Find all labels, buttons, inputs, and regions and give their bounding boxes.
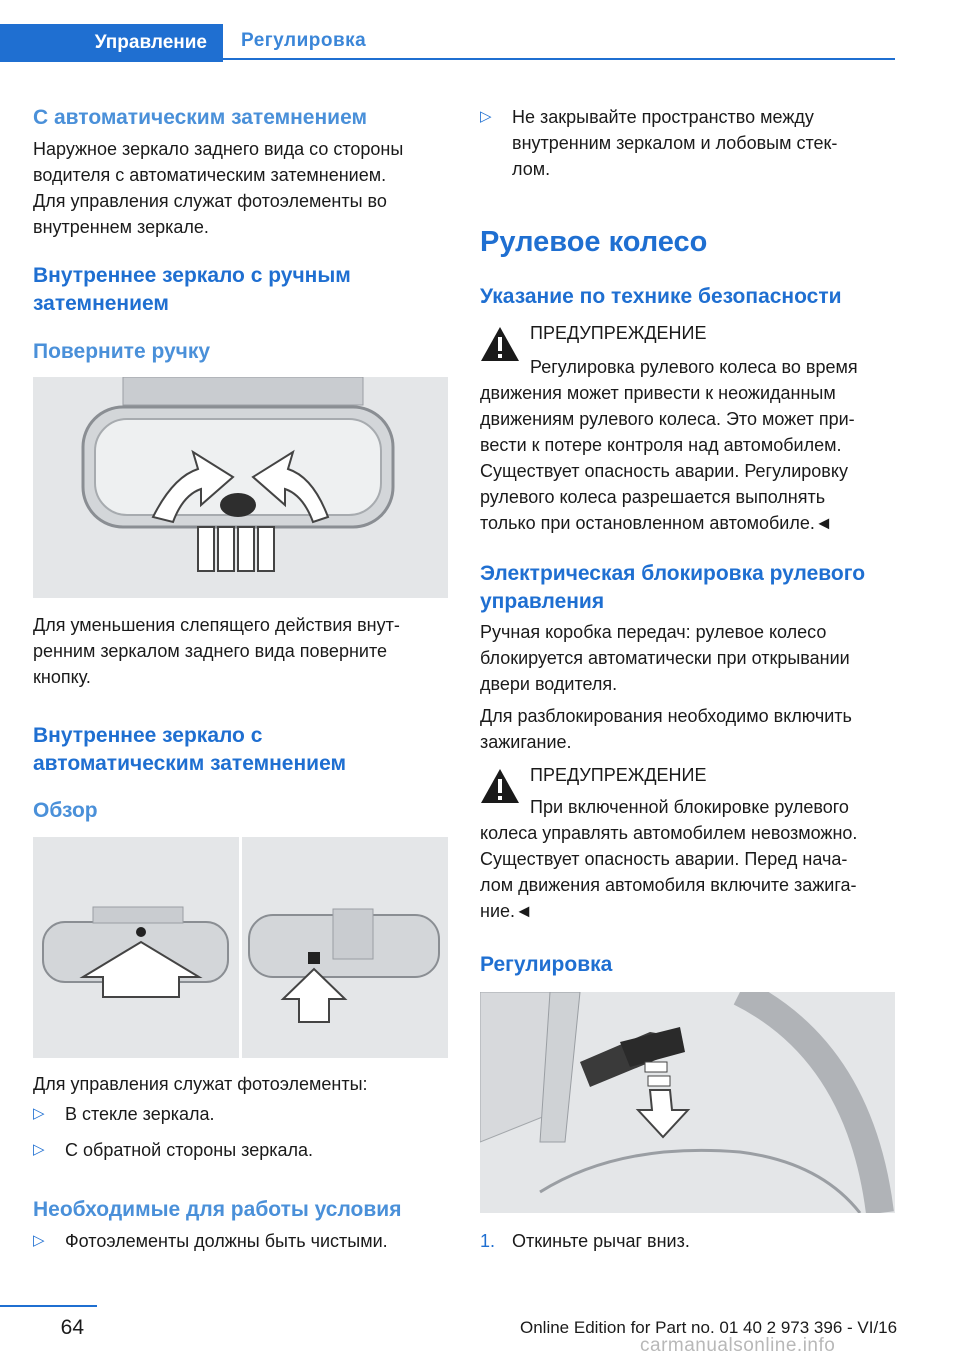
text-line: движениям рулевого колеса. Это может при‐ <box>480 409 855 429</box>
list-item <box>33 1228 448 1254</box>
heading-safety: Указание по технике безопасности <box>480 285 842 308</box>
text-line: ренним зеркалом заднего вида поверните <box>33 641 387 661</box>
text-line: внутреннем зеркале. <box>33 217 209 237</box>
heading-turn-knob: Поверните ручку <box>33 340 211 363</box>
text-line: зажигание. <box>480 732 572 752</box>
text-line: лом движения автомобиля включите зажига‐ <box>480 875 857 895</box>
list-item <box>33 1101 448 1127</box>
paragraph-turn-knob <box>33 612 448 690</box>
paragraph-auto-dimming <box>33 136 448 240</box>
text-line: движения может привести к неожиданным <box>480 383 836 403</box>
text-line: Не закрывайте пространство между <box>512 107 814 127</box>
text-line: Для разблокирования необходимо включить <box>480 706 852 726</box>
list-item-text: В стекле зеркала. <box>65 1104 215 1124</box>
text-line: лом. <box>512 159 551 179</box>
text-line: Для уменьшения слепящего действия внут‐ <box>33 615 400 635</box>
list-item-text: Фотоэлементы должны быть чистыми. <box>65 1231 388 1251</box>
header-tabs <box>0 24 895 62</box>
heading-overview: Обзор <box>33 799 98 822</box>
heading-inner-auto <box>33 722 346 778</box>
paragraph-photocells: Для управления служат фотоэлементы: <box>33 1074 368 1094</box>
steps-list <box>480 1228 895 1254</box>
edition-note: Online Edition for Part no. 01 40 2 973 396 - VI/16 <box>520 1318 898 1337</box>
figure-photocells <box>33 837 448 1058</box>
text-line: Существует опасность аварии. Регулировку <box>480 461 848 481</box>
heading-line: Внутреннее зеркало с ручным <box>33 264 351 287</box>
warning-text <box>480 794 895 924</box>
warning-title: ПРЕДУПРЕЖДЕНИЕ <box>530 765 707 785</box>
text-line: кнопку. <box>33 667 91 687</box>
list-item <box>480 104 895 182</box>
paragraph-lock-1 <box>480 619 895 697</box>
text-line: внутренним зеркалом и лобовым стек‐ <box>512 133 838 153</box>
figure-manual-mirror <box>33 377 448 598</box>
text-line: рулевого колеса разрешается выполнять <box>480 487 826 507</box>
list-item-text <box>512 104 837 182</box>
heading-line: автоматическим затемнением <box>33 752 347 775</box>
text-line: колеса управлять автомобилем невозможно. <box>480 823 858 843</box>
heading-line: управления <box>480 590 605 613</box>
list-item-text: С обратной стороны зеркала. <box>65 1140 314 1160</box>
heading-line: затемнением <box>33 292 169 315</box>
list-item <box>480 1228 895 1254</box>
top-bullet <box>480 104 895 182</box>
list-item <box>33 1137 448 1163</box>
watermark: carmanualsonline.info <box>640 1335 836 1356</box>
text-line: только при остановленном автомобиле.◄ <box>480 513 833 533</box>
text-line: Для управления служат фотоэлементы во <box>33 191 387 211</box>
text-line: ние.◄ <box>480 901 533 921</box>
triangle-bullet-icon: ▷ <box>480 108 492 125</box>
footer-divider <box>0 1305 97 1307</box>
paragraph-lock-2 <box>480 703 895 755</box>
triangle-bullet-icon: ▷ <box>33 1105 45 1122</box>
text-line: При включенной блокировке рулевого <box>530 797 849 817</box>
heading-steering-lock <box>480 560 865 616</box>
text-line: Наружное зеркало заднего вида со стороны <box>33 139 404 159</box>
warning-title: ПРЕДУПРЕЖДЕНИЕ <box>530 323 707 343</box>
step-number: 1. <box>480 1231 496 1251</box>
conditions-list <box>33 1228 448 1254</box>
bullet-list <box>33 1101 448 1163</box>
triangle-bullet-icon: ▷ <box>33 1232 45 1249</box>
text-line: вести к потере контроля над автомобилем. <box>480 435 842 455</box>
heading-line: Внутреннее зеркало с <box>33 724 263 747</box>
text-line: водителя с автоматическим затемнением. <box>33 165 387 185</box>
figure-steering-lever <box>480 992 895 1213</box>
text-line: Регулировка рулевого колеса во время <box>530 357 858 377</box>
tab-active[interactable]: Управление <box>0 24 223 62</box>
list-item-text: Откиньте рычаг вниз. <box>512 1231 690 1251</box>
page-number: 64 <box>60 1316 84 1339</box>
heading-manual-mirror <box>33 262 351 318</box>
heading-line: Электрическая блокировка рулевого <box>480 562 866 585</box>
text-line: двери водителя. <box>480 674 618 694</box>
heading-auto-dimming: С автоматическим затемнением <box>33 106 368 129</box>
tab-inactive[interactable]: Регулировка <box>223 24 895 60</box>
text-line: Ручная коробка передач: рулевое колесо <box>480 622 827 642</box>
heading-steering-wheel: Рулевое колесо <box>480 226 708 258</box>
heading-conditions: Необходимые для работы условия <box>33 1198 402 1221</box>
heading-adjustment: Регулировка <box>480 953 613 976</box>
warning-text <box>480 354 895 536</box>
triangle-bullet-icon: ▷ <box>33 1141 45 1158</box>
text-line: Существует опасность аварии. Перед нача‐ <box>480 849 848 869</box>
text-line: блокируется автоматически при открывании <box>480 648 850 668</box>
